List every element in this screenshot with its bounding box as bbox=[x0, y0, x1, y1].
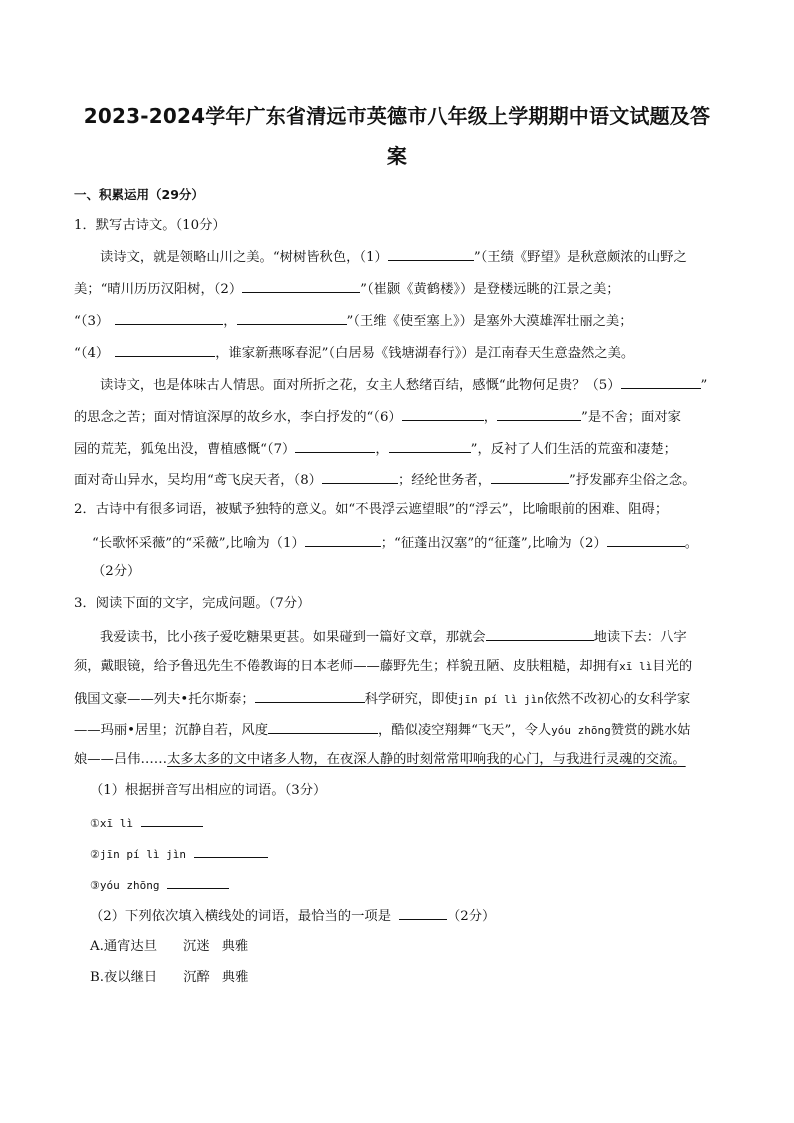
answer-blank-6b[interactable] bbox=[497, 406, 581, 421]
answer-blank-5[interactable] bbox=[621, 374, 701, 389]
q1-line-1: 读诗文，就是领略山川之美。“树树皆秋色，（1） ”（王绩《野望》是秋意颇浓的山野之 bbox=[100, 246, 687, 266]
q3-sub1-item-3: ③yóu zhōng bbox=[90, 874, 229, 894]
answer-blank-3b[interactable] bbox=[237, 310, 347, 325]
answer-blank-choice[interactable] bbox=[399, 905, 447, 920]
q1-line-8: 面对奇山异水，吴均用“鸢飞戾天者，（8） ；经纶世务者， ”抒发鄙弃尘俗之念。 bbox=[74, 469, 696, 489]
q1-line-3: “（3） ， ”（王维《使至塞上》）是塞外大漠雄浑壮丽之美； bbox=[74, 310, 633, 330]
q3-sub1-label: （1）根据拼音写出相应的词语。（3分） bbox=[90, 783, 327, 798]
option-a[interactable]: A.通宵达旦 沉迷 典雅 bbox=[90, 939, 249, 954]
question-2-points: （2分） bbox=[92, 564, 141, 579]
answer-blank-3a[interactable] bbox=[115, 310, 223, 325]
answer-blank-pinyin-1[interactable] bbox=[141, 812, 203, 827]
question-3-label: 3．阅读下面的文字，完成问题。（7分） bbox=[74, 596, 311, 611]
answer-blank-6a[interactable] bbox=[402, 406, 484, 421]
answer-blank-8b[interactable] bbox=[491, 469, 569, 484]
q3-line-4: ——玛丽•居里；沉静自若，风度 ，酷似凌空翔舞“飞天”，令人yóu zhōng赞赏的跳水姑 bbox=[74, 719, 691, 739]
q3-line-1: 我爱读书，比小孩子爱吃糖果更甚。如果碰到一篇好文章，那就会 地读下去：八字 bbox=[100, 626, 687, 646]
answer-blank-2[interactable] bbox=[242, 278, 360, 293]
answer-blank-pinyin-3[interactable] bbox=[167, 874, 229, 889]
question-2-line-2: “长歌怀采薇”的“采薇”,比喻为（1） ；“征蓬出汉塞”的“征蓬”,比喻为（2） 。 bbox=[92, 532, 698, 552]
question-1-label: 1．默写古诗文。（10分） bbox=[74, 218, 226, 233]
answer-blank-q3-a[interactable] bbox=[486, 626, 594, 641]
answer-blank-4[interactable] bbox=[115, 342, 215, 357]
title-line-2: 案 bbox=[386, 144, 408, 168]
page-title bbox=[60, 96, 734, 176]
q1-line-4: “（4） ，谁家新燕啄春泥”（白居易《钱塘湖春行》）是江南春天生意盎然之美。 bbox=[74, 342, 634, 362]
answer-blank-8a[interactable] bbox=[322, 469, 398, 484]
q3-line-3: 俄国文豪——列夫•托尔斯泰； 科学研究，即使jīn pí lì jìn依然不改初心的女科学家 bbox=[74, 688, 690, 708]
q3-line-5: 娘——吕伟……太多太多的文中诸多人物，在夜深人静的时刻常常叩响我的心门，与我进行灵魂的交流。 bbox=[74, 752, 686, 767]
answer-blank-7b[interactable] bbox=[389, 438, 471, 453]
q1-line-2: 美；“晴川历历汉阳树，（2） ”（崔颢《黄鹤楼》）是登楼远眺的江景之美； bbox=[74, 278, 620, 298]
q1-line-5: 读诗文，也是体味古人情思。面对所折之花，女主人愁绪百结，感慨“此物何足贵？（5） ” bbox=[100, 374, 707, 394]
answer-blank-q3-c[interactable] bbox=[268, 719, 378, 734]
answer-blank-q2-1[interactable] bbox=[305, 532, 381, 547]
answer-blank-1[interactable] bbox=[388, 246, 474, 261]
answer-blank-q2-2[interactable] bbox=[607, 532, 685, 547]
answer-blank-pinyin-2[interactable] bbox=[194, 843, 268, 858]
q3-sub1-item-2: ②jīn pí lì jìn bbox=[90, 843, 268, 863]
option-b[interactable]: B.夜以继日 沉醉 典雅 bbox=[90, 970, 249, 985]
q3-sub2-label: （2）下列依次填入横线处的词语，最恰当的一项是 （2分） bbox=[90, 905, 495, 925]
q1-line-6: 的思念之苦；面对情谊深厚的故乡水，李白抒发的“（6） ， ”是不舍；面对家 bbox=[74, 406, 681, 426]
section-heading: 一、积累运用（29分） bbox=[74, 187, 204, 202]
answer-blank-7a[interactable] bbox=[295, 438, 375, 453]
title-line-1: 2023-2024学年广东省清远市英德市八年级上学期期中语文试题及答 bbox=[83, 104, 711, 128]
question-2-line-1: 2．古诗中有很多词语，被赋予独特的意义。如“不畏浮云遮望眼”的“浮云”，比喻眼前的困难、阻碍； bbox=[74, 502, 669, 517]
q3-line-2: 须，戴眼镜，给予鲁迅先生不倦教诲的日本老师——藤野先生；样貌丑陋、皮肤粗糙，却拥有xī lì目光的 bbox=[74, 659, 693, 674]
underlined-sentence: 太多太多的文中诸多人物，在夜深人静的时刻常常叩响我的心门，与我进行灵魂的交流。 bbox=[167, 752, 686, 767]
q1-line-7: 园的荒芜，狐兔出没，曹植感慨“（7） ， ”，反衬了人们生活的荒蛮和凄楚； bbox=[74, 438, 677, 458]
answer-blank-q3-b[interactable] bbox=[255, 688, 365, 703]
q3-sub1-item-1: ①xī lì bbox=[90, 812, 203, 832]
